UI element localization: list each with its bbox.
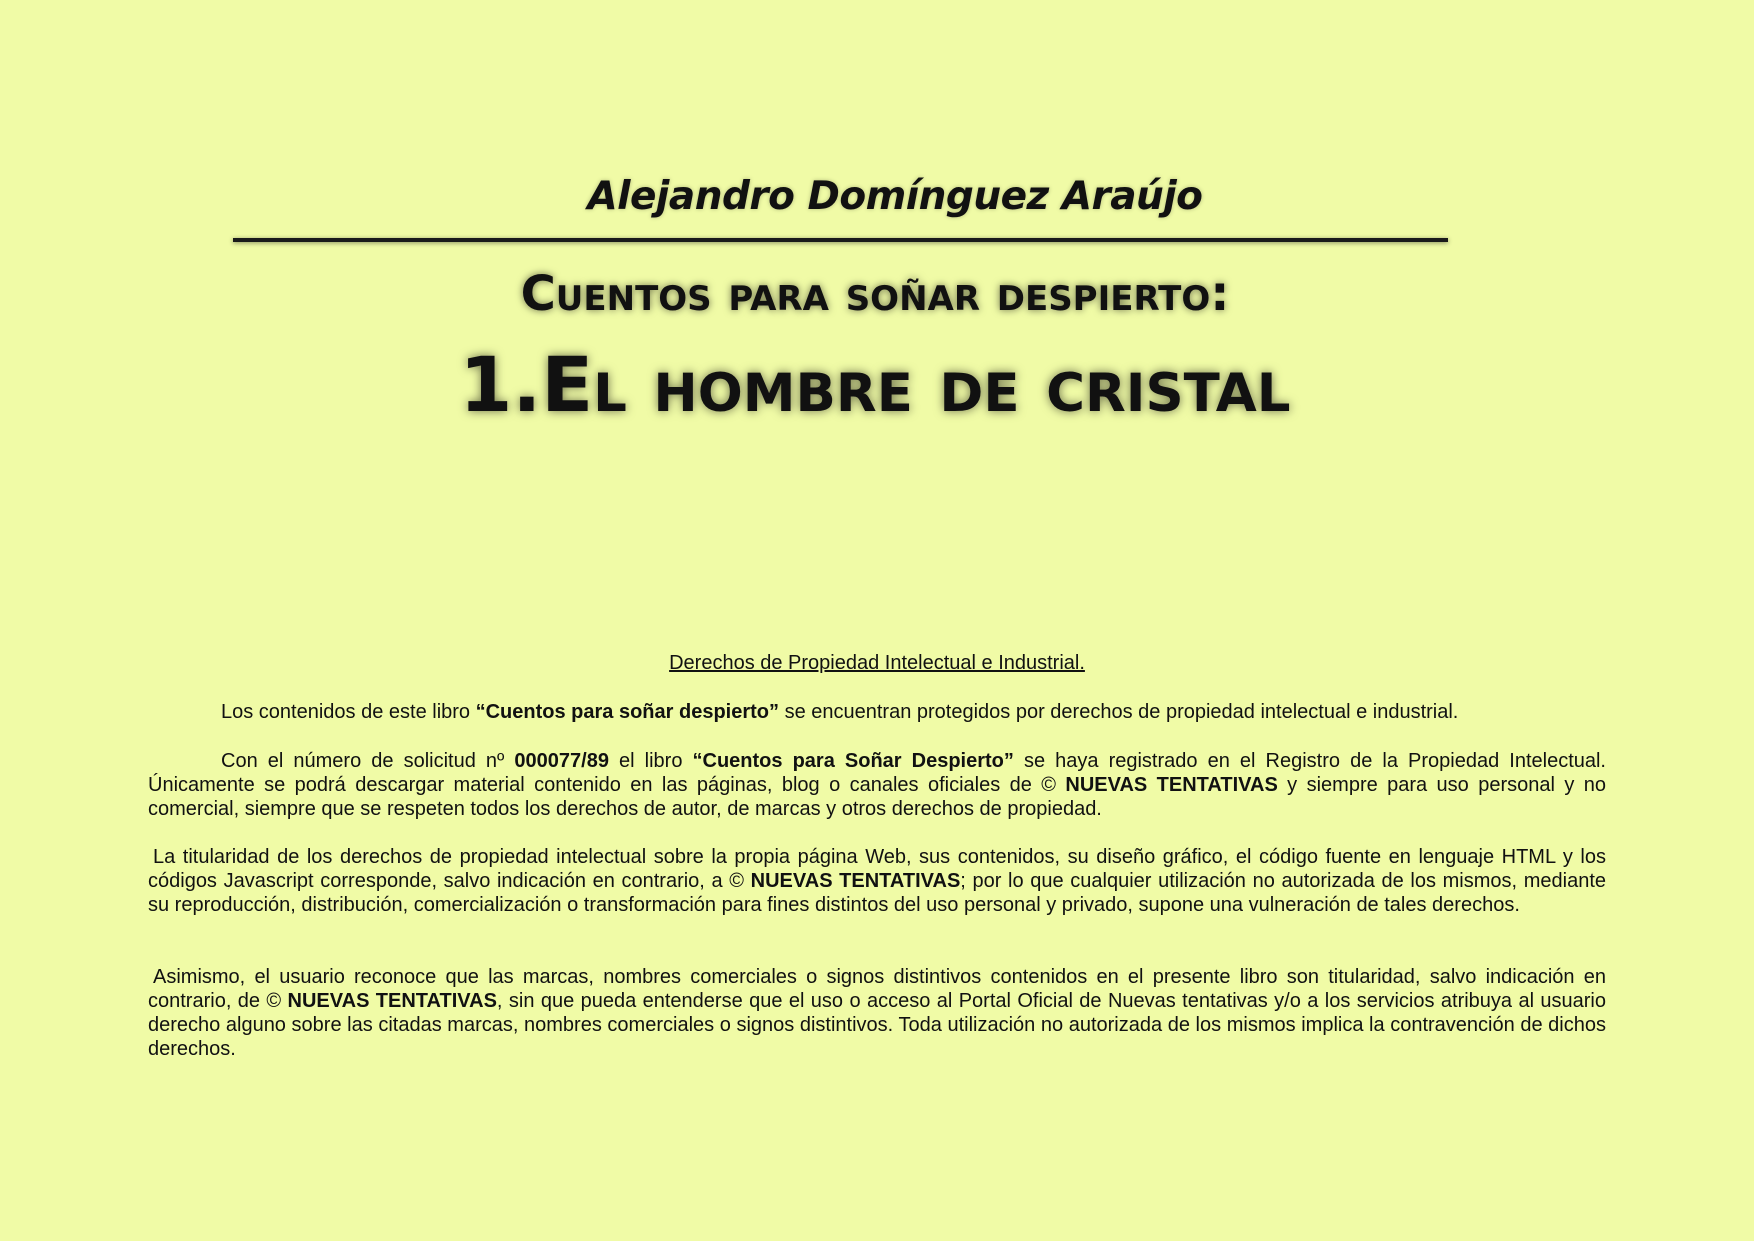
paragraph-text: Asimismo, el usuario reconoce que las marcas, nombres comerciales o signos distintivos contenidos en el presente libro son titularidad, salvo indicación en contrario, de © [148,966,1606,1012]
organization-name: NUEVAS TENTATIVAS [750,870,961,892]
story-title: 1.El hombre de cristal [459,340,1291,429]
author-divider [233,238,1448,242]
organization-name: NUEVAS TENTATIVAS [1065,774,1278,796]
author-name: Alejandro Domínguez Araújo [587,174,1203,219]
paragraph-protection [148,700,1606,724]
book-title: “Cuentos para soñar despierto” [475,701,780,723]
paragraph-text: se haya registrado en el Registro de la Propiedad Intelectual. Únicamente se podrá descargar material contenido en las páginas, blog o canales oficiales de © [148,750,1606,796]
series-title: Cuentos para soñar despierto: [520,266,1230,322]
paragraph-text: se encuentran protegidos por derechos de propiedad intelectual e industrial. [779,701,1459,723]
paragraph-text: Los contenidos de este libro [221,701,476,723]
paragraph-text: La titularidad de los derechos de propiedad intelectual sobre la propia página Web, sus contenidos, su diseño gráfico, el código fuente en lenguaje HTML y los códigos Javascript corresponde, salvo indicación en contrario, a © [148,846,1606,892]
paragraph-text: y siempre para uso personal y no comercial, siempre que se respeten todos los derechos de autor, de marcas y otros derechos de propiedad. [148,774,1606,820]
paragraph-text: Con el número de solicitud nº [221,750,515,772]
rights-heading: Derechos de Propiedad Intelectual e Industrial. [669,652,1085,674]
paragraph-text: ; por lo que cualquier utilización no autorizada de los mismos, mediante su reproducción, distribución, comercialización o transformación para fines distintos del uso personal y privado, supone una vulneración de tales derechos. [148,870,1607,916]
paragraph-ownership [148,845,1606,917]
organization-name: NUEVAS TENTATIVAS [287,990,497,1012]
paragraph-trademarks [148,965,1606,1061]
book-title: “Cuentos para Soñar Despierto” [692,750,1014,772]
paragraph-registration [148,749,1606,821]
paragraph-text: , sin que pueda entenderse que el uso o acceso al Portal Oficial de Nuevas tentativas y/o a los servicios atribuya al usuario derecho alguno sobre las citadas marcas, nombres comerciales o signos distintivos. Toda utilización no autorizada de los mismos implica la contravención de dichos derechos. [148,990,1607,1060]
paragraph-text: el libro [608,750,693,772]
registration-number: 000077/89 [514,750,609,772]
